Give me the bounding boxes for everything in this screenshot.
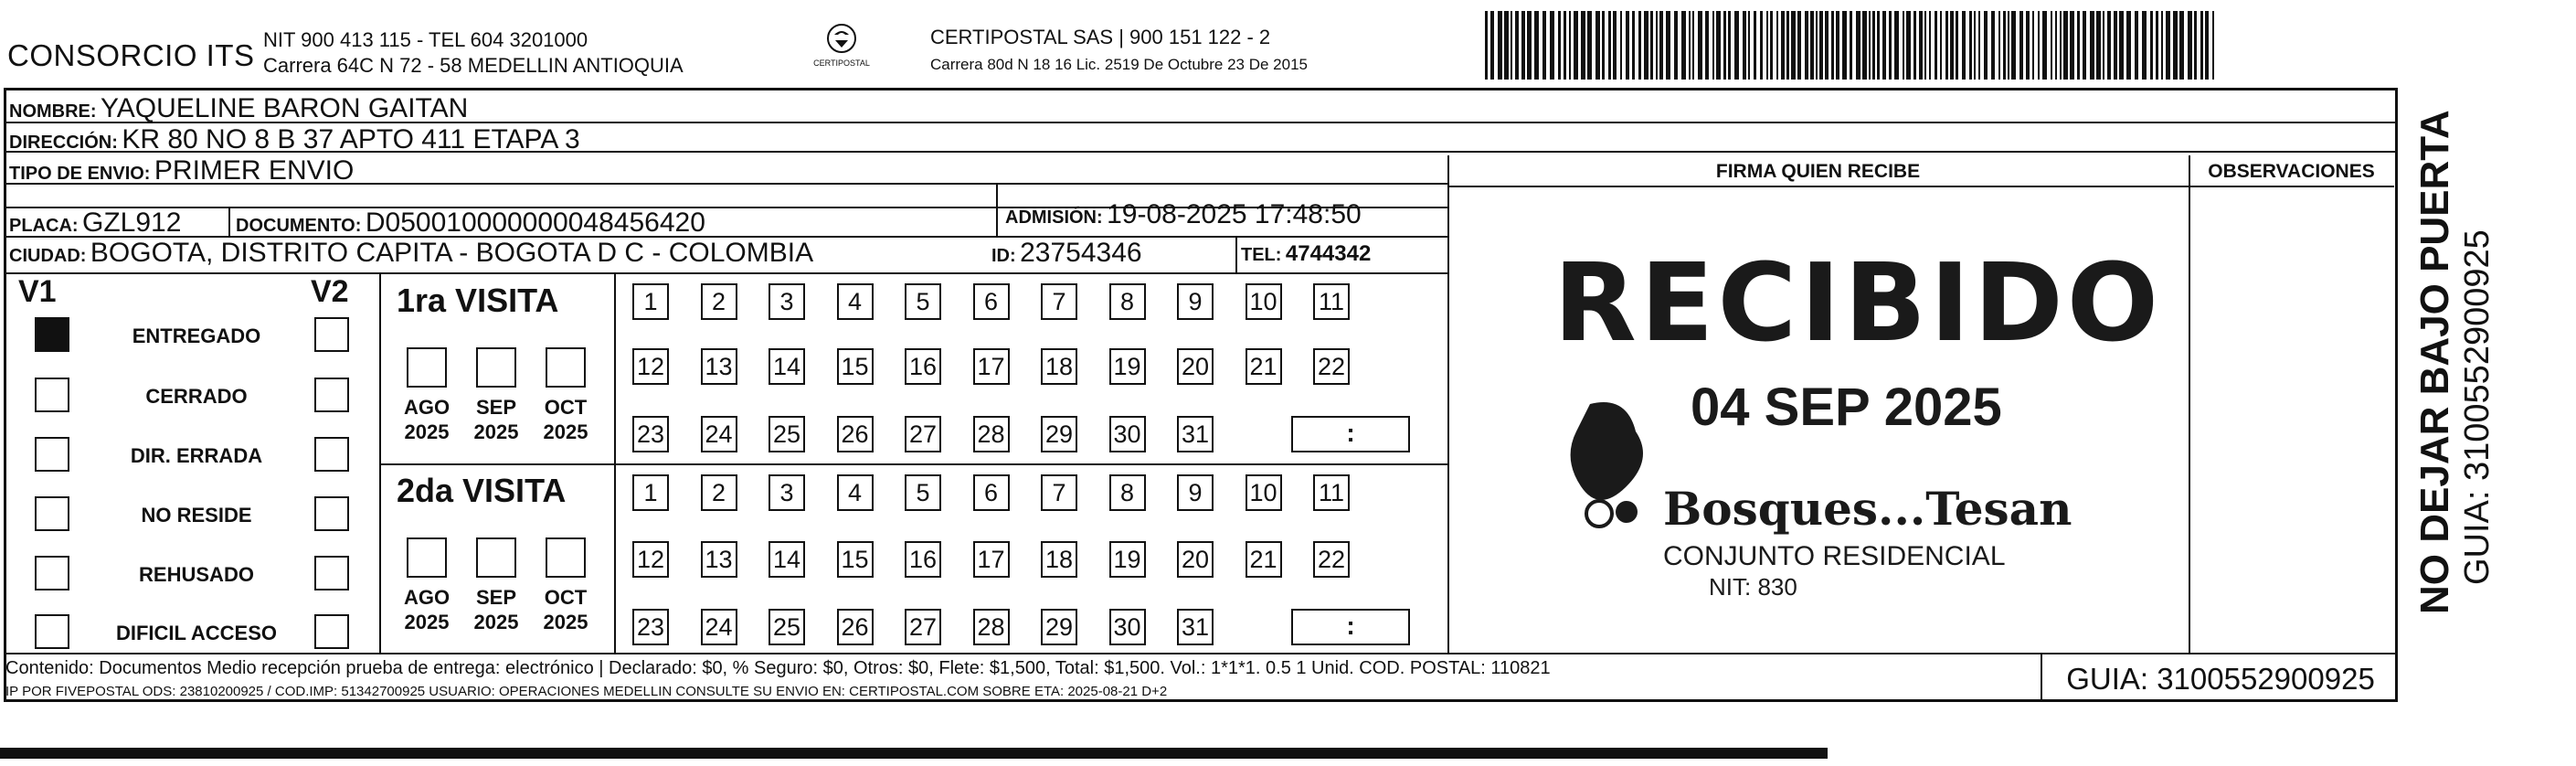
barcode-bar bbox=[1906, 11, 1911, 80]
barcode-bar bbox=[1542, 11, 1546, 80]
nombre-label: NOMBRE: bbox=[9, 101, 97, 122]
day-box[interactable]: 20 bbox=[1177, 541, 1214, 578]
day-box[interactable]: 21 bbox=[1246, 348, 1282, 385]
barcode-bar bbox=[1919, 11, 1923, 80]
day-box[interactable]: 4 bbox=[837, 283, 874, 320]
barcode-bar bbox=[1842, 11, 1847, 80]
barcode-bar bbox=[2142, 11, 2147, 80]
footer-content-line: Contenido: Documentos Medio recepción prueba de entrega: electrónico | Declarado: $0, % Seguro: $0, Otros: $0, Flete: $1,500, Total: $1,500. Vol.: 1*1*1. 0.5 1 Unid. COD. POSTAL: 110821 bbox=[5, 658, 1551, 678]
month-label: SEP 2025 bbox=[473, 396, 519, 443]
stamp-subtitle: CONJUNTO RESIDENCIAL bbox=[1663, 541, 2006, 571]
v2-checkbox[interactable] bbox=[314, 614, 349, 649]
footer-guia: GUIA: 3100552900925 bbox=[2041, 653, 2399, 702]
day-box[interactable]: 14 bbox=[769, 348, 805, 385]
day-box[interactable]: 5 bbox=[905, 474, 941, 511]
month-checkbox[interactable] bbox=[407, 537, 447, 578]
logo-label: CERTIPOSTAL bbox=[813, 59, 870, 68]
day-box[interactable]: 20 bbox=[1177, 348, 1214, 385]
barcode-bar bbox=[2032, 11, 2034, 80]
barcode-bar bbox=[2038, 11, 2040, 80]
barcode-bar bbox=[1856, 11, 1860, 80]
day-box[interactable]: 30 bbox=[1109, 609, 1146, 645]
day-box[interactable]: 10 bbox=[1246, 474, 1282, 511]
month-checkbox[interactable] bbox=[476, 537, 516, 578]
barcode-bar bbox=[2166, 11, 2170, 80]
v2-checkbox[interactable] bbox=[314, 317, 349, 352]
day-box[interactable]: 4 bbox=[837, 474, 874, 511]
day-box[interactable]: 5 bbox=[905, 283, 941, 320]
barcode-bar bbox=[2083, 11, 2086, 80]
barcode-bar bbox=[2179, 11, 2184, 80]
barcode-bar bbox=[1595, 11, 1600, 80]
barcode-bar bbox=[1705, 11, 1709, 80]
barcode-bar bbox=[1869, 11, 1871, 80]
barcode-bar bbox=[1825, 11, 1829, 80]
barcode-bar bbox=[2173, 11, 2178, 80]
barcode-bar bbox=[1969, 11, 1972, 80]
status-label: CERRADO bbox=[145, 385, 248, 408]
documento-value: D050010000000048456420 bbox=[365, 207, 705, 238]
v1-checkbox[interactable] bbox=[35, 437, 69, 472]
nit-line: NIT 900 413 115 - TEL 604 3201000 bbox=[263, 28, 588, 51]
barcode-bar bbox=[1836, 11, 1839, 80]
barcode-bar bbox=[1723, 11, 1726, 80]
barcode-bar bbox=[2119, 11, 2124, 80]
day-box[interactable]: 28 bbox=[973, 609, 1010, 645]
barcode-bar bbox=[1656, 11, 1658, 80]
barcode-bar bbox=[1776, 11, 1778, 80]
barcode-bar bbox=[1712, 11, 1714, 80]
status-label: DIR. ERRADA bbox=[130, 444, 263, 467]
barcode-bar bbox=[1913, 11, 1916, 80]
side-warning: NO DEJAR BAJO PUERTA bbox=[2412, 110, 2457, 614]
barcode-bar bbox=[1956, 11, 1958, 80]
time-box[interactable]: : bbox=[1291, 416, 1410, 452]
day-box[interactable]: 25 bbox=[769, 609, 805, 645]
barcode-bar bbox=[1659, 11, 1663, 80]
day-box[interactable]: 29 bbox=[1041, 609, 1077, 645]
day-box[interactable]: 23 bbox=[632, 609, 669, 645]
barcode-bar bbox=[2188, 11, 2192, 80]
barcode-bar bbox=[1689, 11, 1691, 80]
stamp-name: Bosques...Tesan bbox=[1663, 482, 2072, 536]
day-box[interactable]: 8 bbox=[1109, 283, 1146, 320]
barcode-bar bbox=[1498, 11, 1502, 80]
barcode-bar bbox=[1924, 11, 1926, 80]
v1-checkbox[interactable] bbox=[35, 317, 69, 352]
day-box[interactable]: 21 bbox=[1246, 541, 1282, 578]
ciudad-label: CIUDAD: bbox=[9, 246, 87, 266]
status-label: DIFICIL ACCESO bbox=[115, 622, 277, 644]
day-box[interactable]: 15 bbox=[837, 348, 874, 385]
status-label: REHUSADO bbox=[139, 563, 254, 586]
barcode-bar bbox=[2003, 11, 2006, 80]
day-box[interactable]: 1 bbox=[632, 474, 669, 511]
barcode-bar bbox=[1564, 11, 1566, 80]
day-box[interactable]: 23 bbox=[632, 416, 669, 452]
barcode-bar bbox=[1504, 11, 1509, 80]
day-box[interactable]: 8 bbox=[1109, 474, 1146, 511]
month-label: SEP 2025 bbox=[473, 586, 519, 633]
barcode-bar bbox=[1903, 11, 1904, 80]
barcode-bar bbox=[1894, 11, 1899, 80]
barcode-bar bbox=[1511, 11, 1512, 80]
day-box[interactable]: 11 bbox=[1313, 474, 1350, 511]
day-box[interactable]: 17 bbox=[973, 541, 1010, 578]
day-box[interactable]: 7 bbox=[1041, 283, 1077, 320]
day-box[interactable]: 2 bbox=[701, 283, 737, 320]
barcode-bar bbox=[1521, 11, 1525, 80]
second-visit-title: 2da VISITA bbox=[397, 472, 567, 509]
barcode-bar bbox=[1791, 11, 1796, 80]
barcode-bar bbox=[1632, 11, 1635, 80]
barcode-bar bbox=[2063, 11, 2068, 80]
company-info bbox=[263, 27, 684, 79]
day-box[interactable]: 13 bbox=[701, 541, 737, 578]
stamp-blot-icon bbox=[1553, 395, 1681, 532]
v2-label: V2 bbox=[311, 274, 349, 309]
barcode-bar bbox=[1558, 11, 1561, 80]
received-stamp bbox=[1553, 239, 2163, 633]
barcode-bar bbox=[1569, 11, 1571, 80]
ciudad-value: BOGOTA, DISTRITO CAPITA - BOGOTA D C - COLOMBIA bbox=[90, 238, 814, 268]
day-box[interactable]: 31 bbox=[1177, 416, 1214, 452]
v2-checkbox[interactable] bbox=[314, 437, 349, 472]
day-box[interactable]: 16 bbox=[905, 541, 941, 578]
day-box[interactable]: 15 bbox=[837, 541, 874, 578]
barcode-bar bbox=[2156, 11, 2158, 80]
barcode-bar bbox=[1984, 11, 1988, 80]
barcode-bar bbox=[1620, 11, 1622, 80]
day-box[interactable]: 28 bbox=[973, 416, 1010, 452]
day-box[interactable]: 29 bbox=[1041, 416, 1077, 452]
status-label: ENTREGADO bbox=[132, 324, 261, 347]
barcode-bar bbox=[2096, 11, 2101, 80]
month-label: OCT 2025 bbox=[543, 586, 588, 633]
day-box[interactable]: 22 bbox=[1313, 541, 1350, 578]
barcode-bar bbox=[1805, 11, 1808, 80]
barcode-bar bbox=[1550, 11, 1554, 80]
barcode-bar bbox=[2194, 11, 2197, 80]
tipo-envio-field bbox=[9, 155, 354, 186]
barcode-bar bbox=[1950, 11, 1954, 80]
barcode-bar bbox=[1587, 11, 1592, 80]
brand-name: CONSORCIO ITS bbox=[7, 38, 255, 72]
v1-checkbox[interactable] bbox=[35, 378, 69, 412]
month-checkbox[interactable] bbox=[476, 347, 516, 388]
barcode-bar bbox=[1781, 11, 1785, 80]
admision-label: ADMISIÓN: bbox=[1005, 207, 1103, 228]
barcode-bar bbox=[1940, 11, 1942, 80]
month-label: OCT 2025 bbox=[543, 396, 588, 443]
barcode-bar bbox=[2090, 11, 2094, 80]
barcode-bar bbox=[1650, 11, 1653, 80]
day-box[interactable]: 26 bbox=[837, 416, 874, 452]
direccion-label: DIRECCIÓN: bbox=[9, 133, 118, 153]
time-box[interactable]: : bbox=[1291, 609, 1410, 645]
barcode-bar bbox=[1962, 11, 1966, 80]
day-box[interactable]: 12 bbox=[632, 348, 669, 385]
id-label: ID: bbox=[991, 246, 1016, 266]
barcode-bar bbox=[1527, 11, 1532, 80]
admision-field bbox=[1005, 199, 1362, 230]
barcode-bar bbox=[1978, 11, 1980, 80]
barcode-bar bbox=[1674, 11, 1678, 80]
month-label: AGO 2025 bbox=[403, 396, 451, 443]
day-box[interactable]: 22 bbox=[1313, 348, 1350, 385]
status-label: NO RESIDE bbox=[141, 504, 252, 527]
barcode-bar bbox=[2212, 11, 2214, 80]
id-field bbox=[991, 238, 1142, 269]
direccion-field bbox=[9, 124, 580, 155]
v1-checkbox[interactable] bbox=[35, 556, 69, 590]
barcode-bar bbox=[2042, 11, 2047, 80]
barcode-bar bbox=[1574, 11, 1578, 80]
direccion-value: KR 80 NO 8 B 37 APTO 411 ETAPA 3 bbox=[122, 124, 580, 154]
day-box[interactable]: 12 bbox=[632, 541, 669, 578]
barcode-bar bbox=[2008, 11, 2009, 80]
side-guia: GUIA: 3100552900925 bbox=[2458, 229, 2496, 585]
barcode-bar bbox=[1728, 11, 1731, 80]
firma-header: FIRMA QUIEN RECIBE bbox=[1715, 161, 1921, 182]
day-box[interactable]: 3 bbox=[769, 283, 805, 320]
barcode-bar bbox=[1945, 11, 1948, 80]
day-box[interactable]: 24 bbox=[701, 609, 737, 645]
barcode-bar bbox=[2026, 11, 2030, 80]
barcode-bar bbox=[1626, 11, 1629, 80]
day-box[interactable]: 2 bbox=[701, 474, 737, 511]
barcode-bar bbox=[1929, 11, 1931, 80]
month-label: AGO 2025 bbox=[403, 586, 451, 633]
barcode-bar bbox=[1608, 11, 1611, 80]
stamp-nit: NIT: 830 bbox=[1709, 573, 1797, 601]
v2-checkbox[interactable] bbox=[314, 496, 349, 531]
barcode-bar bbox=[2150, 11, 2153, 80]
carrier-line: CERTIPOSTAL SAS | 900 151 122 - 2 bbox=[930, 26, 1271, 48]
v1-checkbox[interactable] bbox=[35, 614, 69, 649]
barcode-bar bbox=[1490, 11, 1494, 80]
stamp-word: RECIBIDO bbox=[1553, 239, 2163, 366]
day-box[interactable]: 6 bbox=[973, 283, 1010, 320]
day-box[interactable]: 27 bbox=[905, 416, 941, 452]
barcode-bar bbox=[1716, 11, 1721, 80]
admision-value: 19-08-2025 17:48:50 bbox=[1107, 199, 1362, 229]
documento-field bbox=[236, 207, 705, 239]
documento-label: DOCUMENTO: bbox=[236, 216, 362, 236]
barcode-bar bbox=[1935, 11, 1937, 80]
tel-label: TEL: bbox=[1241, 245, 1282, 265]
barcode-bar bbox=[2114, 11, 2117, 80]
day-box[interactable]: 17 bbox=[973, 348, 1010, 385]
barcode-bar bbox=[2055, 11, 2057, 80]
tel-value: 4744342 bbox=[1285, 241, 1372, 266]
placa-value: GZL912 bbox=[82, 207, 182, 238]
day-box[interactable]: 9 bbox=[1177, 283, 1214, 320]
day-box[interactable]: 19 bbox=[1109, 348, 1146, 385]
barcode-bar bbox=[1850, 11, 1852, 80]
day-box[interactable]: 24 bbox=[701, 416, 737, 452]
barcode-bar bbox=[1681, 11, 1686, 80]
barcode-bar bbox=[2077, 11, 2080, 80]
placa-field bbox=[9, 207, 181, 239]
month-checkbox[interactable] bbox=[546, 537, 586, 578]
footer-print-line: IP POR FIVEPOSTAL ODS: 23810200925 / COD.IMP: 51342700925 USUARIO: OPERACIONES MEDELLIN CONSULTE SU ENVIO EN: CERTIPOSTAL.COM SOBRE ETA: 2025-08-21 D+2 bbox=[5, 684, 1168, 699]
barcode-bar bbox=[2200, 11, 2203, 80]
barcode-bar bbox=[2011, 11, 2016, 80]
barcode-bar bbox=[1581, 11, 1585, 80]
barcode-bar bbox=[1877, 11, 1880, 80]
barcode-bar bbox=[1638, 11, 1641, 80]
barcode-bar bbox=[1786, 11, 1789, 80]
day-box[interactable]: 18 bbox=[1041, 541, 1077, 578]
day-box[interactable]: 7 bbox=[1041, 474, 1077, 511]
barcode-bar bbox=[2060, 11, 2062, 80]
carrier-info bbox=[930, 24, 1308, 79]
v2-checkbox[interactable] bbox=[314, 556, 349, 590]
barcode-bar bbox=[1613, 11, 1617, 80]
barcode-bar bbox=[1698, 11, 1702, 80]
barcode-bar bbox=[1734, 11, 1739, 80]
day-box[interactable]: 10 bbox=[1246, 283, 1282, 320]
barcode-bar bbox=[1602, 11, 1605, 80]
company-address: Carrera 64C N 72 - 58 MEDELLIN ANTIOQUIA bbox=[263, 54, 684, 77]
v2-checkbox[interactable] bbox=[314, 378, 349, 412]
barcode bbox=[1485, 11, 2221, 80]
barcode-bar bbox=[1534, 11, 1539, 80]
tel-field bbox=[1241, 241, 1371, 267]
barcode-bar bbox=[1770, 11, 1773, 80]
barcode-bar bbox=[1743, 11, 1746, 80]
first-visit-title: 1ra VISITA bbox=[397, 282, 559, 319]
barcode-bar bbox=[1872, 11, 1875, 80]
barcode-bar bbox=[1862, 11, 1867, 80]
barcode-bar bbox=[1666, 11, 1670, 80]
day-box[interactable]: 3 bbox=[769, 474, 805, 511]
nombre-field bbox=[9, 93, 468, 124]
barcode-bar bbox=[1889, 11, 1892, 80]
barcode-bar bbox=[1748, 11, 1750, 80]
tipo-envio-label: TIPO DE ENVIO: bbox=[9, 164, 151, 184]
barcode-bar bbox=[2205, 11, 2209, 80]
day-box[interactable]: 16 bbox=[905, 348, 941, 385]
month-checkbox[interactable] bbox=[546, 347, 586, 388]
barcode-bar bbox=[1831, 11, 1834, 80]
barcode-bar bbox=[1754, 11, 1756, 80]
barcode-bar bbox=[2135, 11, 2138, 80]
day-box[interactable]: 1 bbox=[632, 283, 669, 320]
barcode-bar bbox=[2103, 11, 2104, 80]
barcode-bar bbox=[1816, 11, 1818, 80]
day-box[interactable]: 11 bbox=[1313, 283, 1350, 320]
barcode-bar bbox=[2019, 11, 2023, 80]
day-box[interactable]: 14 bbox=[769, 541, 805, 578]
barcode-bar bbox=[1692, 11, 1694, 80]
carrier-address: Carrera 80d N 18 16 Lic. 2519 De Octubre 23 De 2015 bbox=[930, 56, 1308, 73]
barcode-bar bbox=[2070, 11, 2074, 80]
day-box[interactable]: 13 bbox=[701, 348, 737, 385]
barcode-bar bbox=[1485, 11, 1488, 80]
certipostal-logo bbox=[804, 22, 879, 79]
tipo-envio-value: PRIMER ENVIO bbox=[154, 155, 355, 186]
barcode-bar bbox=[2126, 11, 2131, 80]
barcode-bar bbox=[1810, 11, 1814, 80]
bottom-edge-bar bbox=[0, 748, 1828, 759]
nombre-value: YAQUELINE BARON GAITAN bbox=[101, 93, 469, 123]
day-box[interactable]: 30 bbox=[1109, 416, 1146, 452]
barcode-bar bbox=[1644, 11, 1648, 80]
barcode-bar bbox=[1819, 11, 1823, 80]
barcode-bar bbox=[1991, 11, 1995, 80]
barcode-bar bbox=[1515, 11, 1519, 80]
barcode-bar bbox=[1998, 11, 2000, 80]
barcode-bar bbox=[1974, 11, 1976, 80]
day-box[interactable]: 26 bbox=[837, 609, 874, 645]
day-box[interactable]: 19 bbox=[1109, 541, 1146, 578]
v1-label: V1 bbox=[18, 274, 57, 309]
day-box[interactable]: 6 bbox=[973, 474, 1010, 511]
id-value: 23754346 bbox=[1020, 238, 1142, 268]
stamp-date: 04 SEP 2025 bbox=[1691, 378, 2002, 437]
day-box[interactable]: 18 bbox=[1041, 348, 1077, 385]
v1-checkbox[interactable] bbox=[35, 496, 69, 531]
barcode-bar bbox=[2051, 11, 2052, 80]
barcode-bar bbox=[1882, 11, 1886, 80]
barcode-bar bbox=[1760, 11, 1763, 80]
day-box[interactable]: 9 bbox=[1177, 474, 1214, 511]
day-box[interactable]: 25 bbox=[769, 416, 805, 452]
barcode-bar bbox=[2161, 11, 2163, 80]
barcode-bar bbox=[1797, 11, 1801, 80]
month-checkbox[interactable] bbox=[407, 347, 447, 388]
barcode-bar bbox=[1766, 11, 1768, 80]
ciudad-field bbox=[9, 238, 813, 269]
day-box[interactable]: 27 bbox=[905, 609, 941, 645]
placa-label: PLACA: bbox=[9, 216, 79, 236]
observaciones-header: OBSERVACIONES bbox=[2208, 161, 2375, 182]
day-box[interactable]: 31 bbox=[1177, 609, 1214, 645]
barcode-bar bbox=[2107, 11, 2111, 80]
